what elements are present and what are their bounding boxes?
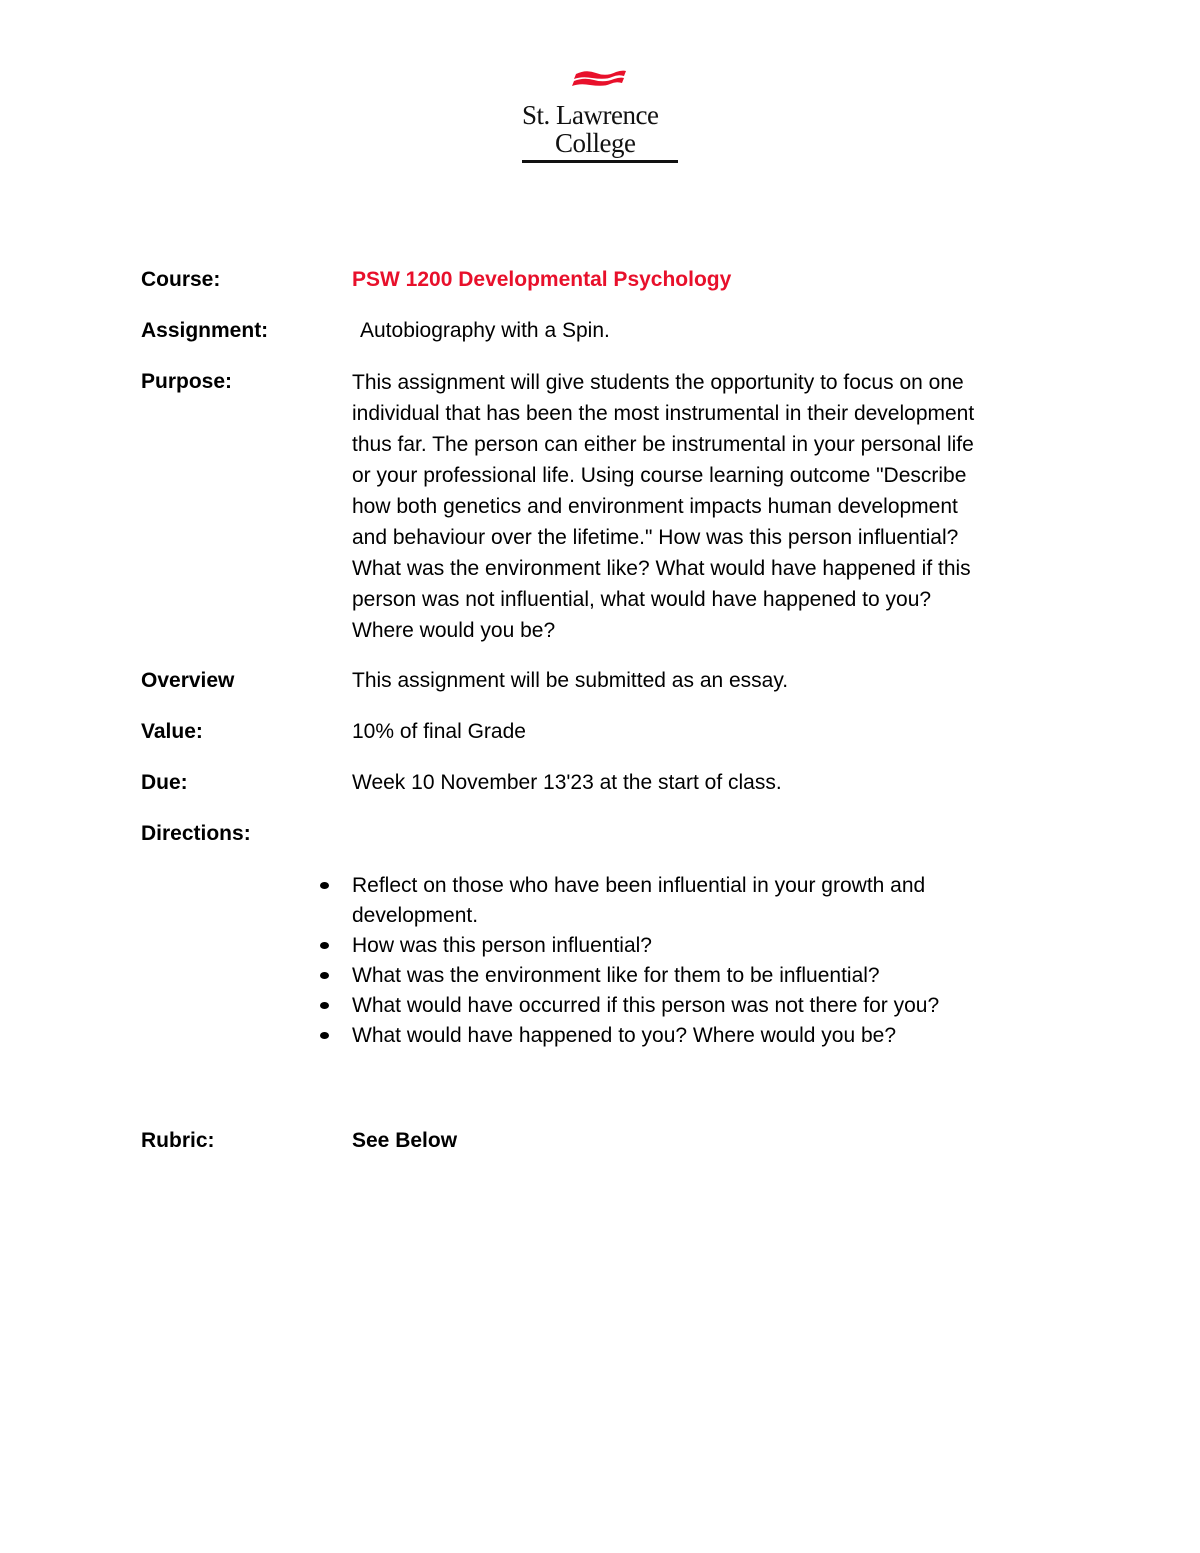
direction-text: What would have happened to you? Where would you be?: [352, 1024, 897, 1047]
list-item: [318, 1021, 939, 1051]
purpose-line: person was not influential, what would have happened to you?: [352, 588, 932, 611]
directions-list: [318, 871, 939, 1051]
purpose-line: What was the environment like? What would have happened if this: [352, 557, 971, 580]
list-item-continuation: [318, 901, 939, 931]
direction-text: What would have occurred if this person was not there for you?: [352, 994, 940, 1017]
assignment-value: Autobiography with a Spin.: [360, 319, 610, 342]
purpose-line: Where would you be?: [352, 619, 556, 642]
value-value: 10% of final Grade: [352, 720, 526, 743]
waves-icon: [570, 68, 630, 92]
bullet-icon: [320, 942, 329, 949]
logo-underline: [522, 160, 678, 163]
bullet-icon: [320, 882, 329, 889]
list-item: [318, 991, 939, 1021]
logo-name-line1: St. Lawrence: [522, 100, 659, 130]
bullet-icon: [320, 1002, 329, 1009]
due-label: Due:: [141, 771, 188, 794]
direction-text: development.: [352, 904, 479, 927]
rubric-label: Rubric:: [141, 1129, 215, 1152]
purpose-label: Purpose:: [141, 370, 233, 393]
rubric-value: See Below: [352, 1129, 458, 1152]
overview-label: Overview: [141, 669, 235, 692]
course-value: PSW 1200 Developmental Psychology: [352, 268, 732, 291]
logo-name-line2: College: [555, 128, 636, 158]
direction-text: Reflect on those who have been influential in your growth and: [352, 874, 926, 897]
purpose-line: thus far. The person can either be instrumental in your personal life: [352, 433, 974, 456]
list-item: [318, 931, 939, 961]
course-label: Course:: [141, 268, 221, 291]
bullet-icon: [320, 972, 329, 979]
value-label: Value:: [141, 720, 203, 743]
purpose-line: and behaviour over the lifetime." How was this person influential?: [352, 526, 959, 549]
college-logo: [520, 68, 680, 168]
assignment-label: Assignment:: [141, 319, 269, 342]
purpose-line: individual that has been the most instrumental in their development: [352, 402, 975, 425]
purpose-line: how both genetics and environment impacts human development: [352, 495, 958, 518]
purpose-text: [352, 367, 1072, 646]
list-item: [318, 961, 939, 991]
direction-text: What was the environment like for them to be influential?: [352, 964, 880, 987]
directions-label: Directions:: [141, 822, 251, 845]
purpose-line: or your professional life. Using course learning outcome "Describe: [352, 464, 967, 487]
overview-value: This assignment will be submitted as an essay.: [352, 669, 789, 692]
due-value: Week 10 November 13'23 at the start of class.: [352, 771, 782, 794]
list-item: [318, 871, 939, 901]
purpose-line: This assignment will give students the opportunity to focus on one: [352, 371, 964, 394]
direction-text: How was this person influential?: [352, 934, 652, 957]
bullet-icon: [320, 1032, 329, 1039]
